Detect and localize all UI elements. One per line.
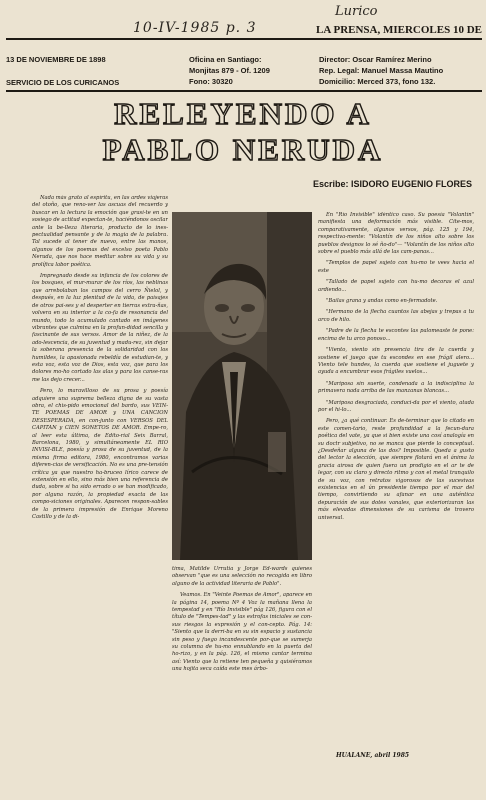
paragraph: "Mariposa sin suerte, condenada a la indisciplina la primavera nada arriba de las manzanas blancas... <box>318 380 474 395</box>
paragraph: "Tallado de papel sujeto con hu-mo decoras el azul ardiendo... <box>318 279 474 293</box>
byline: Escribe: ISIDORO EUGENIO FLORES <box>312 179 472 189</box>
portrait-illustration <box>172 212 312 560</box>
paragraph: "Viento, viento sin presencia tira de la cuerda y sostiene el juego que tu escondes en ese frágil alero... Viento tele hundes, la cuerda que sostiene el juguete y ayuda a encumbrar esos frágiles vuelos... <box>318 347 474 376</box>
founding-date: 13 DE NOVIEMBRE DE 1898 <box>6 55 106 64</box>
paragraph: En "Río Invisible" idéntico caso. Su poesía "Volantín" manifiesta una deformación más visible. Cite-mos, comparativamente, algunos versos, pág. 125 y 194, respectiva-mente: "Volantín de los niños alto sobre los pueblos designos lo sé ño-do"— "Volantín de los niños alto sobre el pueblo más allá de las cam-panas... <box>318 212 474 256</box>
director-line: Director: Oscar Ramírez Merino <box>319 55 432 64</box>
office-line-1: Oficina en Santiago: <box>189 55 262 64</box>
column-1 <box>32 195 168 770</box>
paragraph: "Bailas grana y andas como en-fermadote. <box>326 298 438 305</box>
handwritten-clip-label: Lurico <box>335 4 378 19</box>
office-line-2: Monjitas 879 - Of. 1209 <box>189 66 270 75</box>
headline-line-1: RELEYENDO A <box>114 96 372 131</box>
paragraph: Nada más grato al espíritu, en las ardes viajeras del otoño, que reno-ver las ascuas del recuerdo y buscar en la lectura la emoción que grasi-te en un sosiego de actitud expectan-te, haciéndonos oscilar ante la be-lleza literaria, producto de lo ines-pectualidad pensante y de la magia de la palabra. Tal sucede al tener de nuevo, entre las manos, algunos de los poemas del excelso poeta Pablo Neruda, que nos hace meditar sobre su vida y su prolífica labor poética. <box>32 195 168 268</box>
paragraph: tima, Matilde Urrutia y Jorge Ed-wards quienes observan "que es una selección no recogida en libro alguno de la actividad literaria de Pablo". <box>172 566 312 587</box>
paragraph: "Padre de la flecha te escontes las palomeaste te pone: encima de tu arco ponoso... <box>318 328 474 342</box>
column-2 <box>172 566 312 772</box>
paragraph: Impregnado desde su infancia de los colores de los bosques, el mur-murar de los ríos, las neblinas que arrebolaban los campos del cerro Ñielol, y después, en la luz plenitud de la vida, de paisajes de otros pai-ses y el desperter en tierras extra-ñas, volvera en su interior a la co-fa de resonancia del mundo, todo lo acumulado cantado en imágenes vibrantes que culmina en la profun-didad sencilla y fascinante de sus versos. Amor de la niñez, de la ado-lescencia, de su juventud y madu-rez, sin dejar la soberana presencia de la solidaridad con los humildes, la apasionada rebeldía de estudian-te, y esta voz, esta voz de Dios, esta voz, que para los dolores mo-ho cortado las alas y para los canse-ras me las dejo crecer... <box>32 273 168 383</box>
handwritten-date-note: 10-IV-1985 p. 3 <box>133 20 257 36</box>
paragraph: "Templos de papel sujeto con hu-mo te vees hacia el este <box>318 260 474 274</box>
masthead-rule-top <box>6 38 482 40</box>
paragraph: Pero, lo maravilloso de su prosa y poesía adquiere una suprema belleza digna de su vasta obra, el chis-pido emocional del bardo, sus VEIN-TE POEMAS DE AMOR y UNA CANCION DESESPERADA, en con-junto con VERSOS DEL CAPITAN y CIEN SONETOS DE AMOR. Empe-ro, al leer esta última, de Edito-rial Seix Barral, Barcelona, 1980, y simultáneamente EL RIO INVISI-BLE, poesía y prosa de su juventud, de la misma firma editora, 1980, encontramos varias diferen-cias de versificación. No es una pre-tensión crítica ya que nuestro ha-bruceo lírico carece de extensión en ello, sino más bien una referencia de duda, sobre si ha sido errado o se han modificado, por alguna razón, la propiedad exacta de las compo-siciones originales. Aparecen respon-sables de la primera impresión de Enrique Moreno Castillo y de la di- <box>32 388 168 521</box>
service-line: SERVICIO DE LOS CURICANOS <box>6 78 120 87</box>
masthead-rule-bottom <box>6 90 482 92</box>
office-line-3: Fono: 30320 <box>189 77 233 86</box>
column-3 <box>318 212 474 748</box>
paragraph: Pero, ¿a qué continuar. Es de-terminar que lo citado en este comen-tario, reste profundidad a la fecun-dura poética del vate, ya que si bien existe una cosí analogía en su doctr subjetivo, no se manca que pierde lo conceptual. ¿Desdeñar alguna de las dos? Imposible. Queda a gusto del lector la elección, que siempre flotará en el ánima la gracia airosa de quien fuera un prodigio en el ar te de legar, con su claro y directo ritmo y con el metal tranquilo de su voz, con retratos vigorosos de las sucesivas existencias en el ún presidente tiempo por el mar del tiempo, convirtiendo su afanar en una auténtica depuración de sus dotes vanales, que exteriorizaran las más elevadas dimensiones de su carisma de trovero universal. <box>318 418 474 521</box>
headline-line-2: PABLO NERUDA <box>102 132 384 167</box>
legal-rep-line: Rep. Legal: Manuel Massa Mautino <box>319 66 444 75</box>
address-line: Domicilio: Merced 373, fono 132. <box>319 77 436 86</box>
paragraph: "Mariposa desgraciada, conduci-da por el viento, atada por el hi-lo... <box>318 399 474 413</box>
masthead-title: LA PRENSA, MIERCOLES 10 DE <box>316 24 482 36</box>
portrait-photo <box>172 212 312 560</box>
paragraph: "Hermano de la flecha cuantos las abejas y trepas a tu arco de hilo. <box>318 309 474 323</box>
signoff: HUALANE, abril 1985 <box>336 752 410 759</box>
paragraph: Veamos. En "Veinte Poemas de Amor", aparece en la página 14, poema Nº 4 Voz la mañana llena la tempestad y en "Río Invisible" pág 126, figura con el título de "Tempes-tad" y las estrofas iniciales se con-sus riesgos la expresión y el con-cepto. Pág. 14: "Siento que la derri-ba en su sin espacio y sustancia sin peso y fuego incandescente por-que se sumerja su columna de hu-mo ennublando en la puerta del ho-rizo, y en la pág. 126, el mismo cantar termina así: Viento que la retiene ten pequeña y quisiéramos una hojita seca caída este mes árbo- <box>172 592 312 673</box>
